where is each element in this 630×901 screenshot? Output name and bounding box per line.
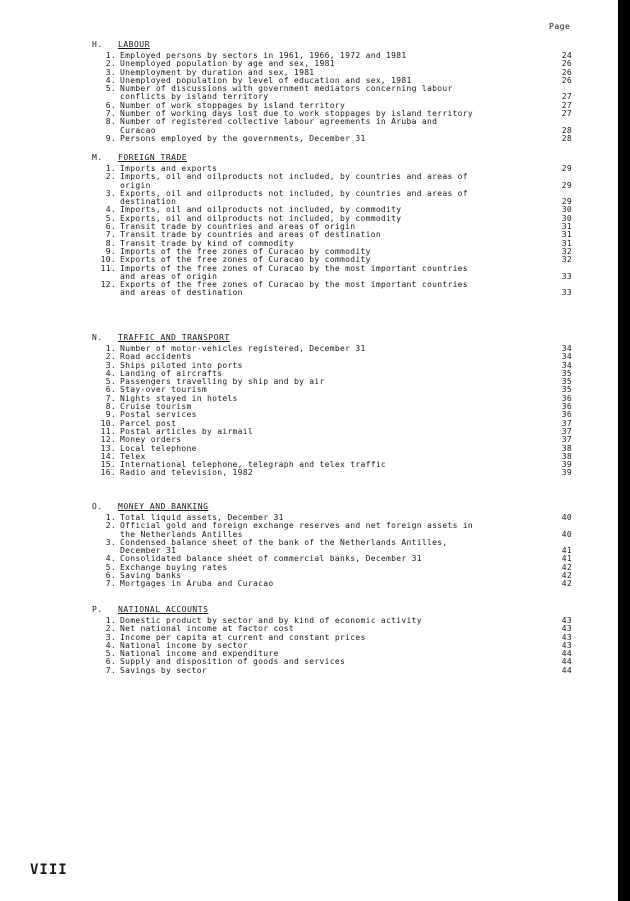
entry-title: Cruise tourism <box>120 402 192 412</box>
entry-number: 4. <box>105 205 116 215</box>
entry-number: 7. <box>105 109 116 119</box>
entry-page: 27 <box>561 100 572 110</box>
entry-title: Savings by sector <box>120 665 207 675</box>
entry-page: 33 <box>561 271 572 281</box>
toc-entry[interactable] <box>92 469 572 477</box>
entry-page: 35 <box>561 377 572 387</box>
entry-title: Money orders <box>120 435 182 445</box>
section-letter: M. <box>92 153 103 162</box>
entry-number: 10. <box>100 255 116 265</box>
entry-page: 26 <box>561 59 572 69</box>
entry-page: 26 <box>561 75 572 85</box>
page-column-header: Page <box>549 22 571 31</box>
entry-title: Telex <box>120 451 146 461</box>
entry-title: Unemployment by duration and sex, 1981 <box>120 67 315 77</box>
entry-page: 40 <box>561 529 572 539</box>
entry-number: 4. <box>105 75 116 85</box>
entry-page: 41 <box>561 546 572 556</box>
entry-number: 1. <box>105 344 116 353</box>
entry-page: 29 <box>561 180 572 190</box>
entry-title: Transit trade by countries and areas of origin <box>120 222 356 232</box>
entry-title: Number of discussions with government mediators concerning labour conflicts by island territory <box>120 84 453 102</box>
entry-page: 34 <box>561 352 572 362</box>
entry-page: 24 <box>561 51 572 60</box>
entry-number: 7. <box>105 393 116 403</box>
entry-number: 11. <box>100 426 116 436</box>
entry-number: 16. <box>100 468 116 478</box>
scan-edge <box>618 0 630 901</box>
entry-title: Local telephone <box>120 443 197 453</box>
entry-number: 3. <box>105 537 116 547</box>
entry-number: 1. <box>105 51 116 60</box>
toc-section <box>92 153 572 298</box>
entry-page: 43 <box>561 640 572 650</box>
entry-page: 30 <box>561 205 572 215</box>
entry-number: 2. <box>105 624 116 634</box>
entry-page: 31 <box>561 238 572 248</box>
entry-page: 26 <box>561 67 572 77</box>
entry-title: Parcel post <box>120 418 177 428</box>
toc-entry[interactable] <box>92 265 572 282</box>
toc-entry[interactable] <box>92 118 572 135</box>
entry-number: 12. <box>100 280 116 290</box>
entry-page: 28 <box>561 125 572 135</box>
entry-title: Persons employed by the governments, December 31 <box>120 133 366 143</box>
entry-title: Net national income at factor cost <box>120 624 294 634</box>
entry-title: Postal services <box>120 410 197 420</box>
entry-title: Transit trade by kind of commodity <box>120 238 294 248</box>
entry-number: 5. <box>105 562 116 572</box>
entry-number: 2. <box>105 521 116 531</box>
section-title: TRAFFIC AND TRANSPORT <box>118 333 230 342</box>
entry-page: 35 <box>561 368 572 378</box>
section-letter: P. <box>92 605 103 614</box>
entry-title: Imports, oil and oilproducts not included, by commodity <box>120 205 402 215</box>
entry-page: 37 <box>561 426 572 436</box>
toc-entry[interactable] <box>92 580 572 588</box>
entry-number: 8. <box>105 238 116 248</box>
entry-page: 38 <box>561 443 572 453</box>
entry-number: 1. <box>105 513 116 522</box>
entry-page: 37 <box>561 418 572 428</box>
section-title: MONEY AND BANKING <box>118 502 209 511</box>
entry-number: 6. <box>105 100 116 110</box>
entry-title: Exports of the free zones of Curacao by commodity <box>120 255 371 265</box>
entry-title: Mortgages in Aruba and Curacao <box>120 579 274 589</box>
entry-title: Exchange buying rates <box>120 562 228 572</box>
entry-page: 42 <box>561 571 572 581</box>
entry-title: Unemployed population by age and sex, 1981 <box>120 59 335 69</box>
entry-number: 6. <box>105 571 116 581</box>
entry-title: Imports of the free zones of Curacao by the most important countries and areas of origin <box>120 263 468 281</box>
entry-number: 5. <box>105 377 116 387</box>
entry-page: 27 <box>561 92 572 102</box>
entry-page: 42 <box>561 562 572 572</box>
entry-page: 37 <box>561 435 572 445</box>
section-title: FOREIGN TRADE <box>118 153 188 162</box>
entry-number: 6. <box>105 385 116 395</box>
entry-number: 15. <box>100 460 116 470</box>
entry-number: 5. <box>105 213 116 223</box>
entry-title: Official gold and foreign exchange reserves and net foreign assets in the Netherlands Antilles <box>120 521 474 539</box>
entry-page: 42 <box>561 579 572 589</box>
entry-number: 9. <box>105 410 116 420</box>
entry-title: Number of work stoppages by island territory <box>120 100 346 110</box>
entry-number: 11. <box>100 263 116 273</box>
entry-page: 43 <box>561 632 572 642</box>
section-title: LABOUR <box>118 40 150 49</box>
entry-page: 41 <box>561 554 572 564</box>
entry-title: Postal articles by airmail <box>120 426 254 436</box>
toc-entry[interactable] <box>92 85 572 102</box>
entry-number: 2. <box>105 172 116 182</box>
toc-entry[interactable] <box>92 445 572 453</box>
entry-title: National income by sector <box>120 640 248 650</box>
entry-number: 10. <box>100 418 116 428</box>
entry-title: Landing of aircrafts <box>120 368 223 378</box>
entry-number: 5. <box>105 649 116 659</box>
entry-number: 3. <box>105 67 116 77</box>
section-letter: H. <box>92 40 103 49</box>
entry-title: Total liquid assets, December 31 <box>120 513 284 522</box>
entry-page: 43 <box>561 616 572 625</box>
entry-title: National income and expenditure <box>120 649 279 659</box>
entry-number: 6. <box>105 657 116 667</box>
toc-section <box>92 333 572 478</box>
entry-page: 44 <box>561 649 572 659</box>
entry-page: 30 <box>561 213 572 223</box>
entry-page: 39 <box>561 468 572 478</box>
entry-number: 3. <box>105 188 116 198</box>
entry-number: 4. <box>105 554 116 564</box>
entry-title: Condensed balance sheet of the bank of the Netherlands Antilles, December 31 <box>120 537 448 556</box>
entry-number: 7. <box>105 230 116 240</box>
entry-number: 7. <box>105 665 116 675</box>
entry-page: 36 <box>561 410 572 420</box>
toc-entry[interactable] <box>92 190 572 207</box>
entry-page: 36 <box>561 393 572 403</box>
toc-section <box>92 605 572 675</box>
entry-page: 29 <box>561 164 572 173</box>
entry-title: Exports, oil and oilproducts not included, by commodity <box>120 213 402 223</box>
entry-title: Number of working days lost due to work stoppages by island territory <box>120 109 474 119</box>
toc-section <box>92 502 572 589</box>
entry-title: Exports, oil and oilproducts not included, by countries and areas of destination <box>120 188 468 207</box>
entry-number: 8. <box>105 402 116 412</box>
entry-number: 14. <box>100 451 116 461</box>
toc-entry[interactable] <box>92 135 572 143</box>
entry-title: Radio and television, 1982 <box>120 468 254 478</box>
entry-page: 44 <box>561 657 572 667</box>
entry-number: 2. <box>105 352 116 362</box>
entry-page: 29 <box>561 197 572 207</box>
entry-title: Exports of the free zones of Curacao by the most important countries and areas of destination <box>120 280 468 298</box>
entry-title: Passengers travelling by ship and by air <box>120 377 325 387</box>
entry-page: 43 <box>561 624 572 634</box>
section-title: NATIONAL ACCOUNTS <box>118 605 209 614</box>
entry-title: Road accidents <box>120 352 192 362</box>
entry-number: 3. <box>105 632 116 642</box>
entry-number: 4. <box>105 640 116 650</box>
entry-title: Transit trade by countries and areas of destination <box>120 230 381 240</box>
entry-number: 9. <box>105 246 116 256</box>
entry-page: 28 <box>561 133 572 143</box>
section-letter: O. <box>92 502 103 511</box>
entry-page: 39 <box>561 460 572 470</box>
entry-title: Ships piloted into ports <box>120 360 243 370</box>
entry-title: Supply and disposition of goods and services <box>120 657 346 667</box>
entry-number: 1. <box>105 164 116 173</box>
entry-page: 31 <box>561 222 572 232</box>
entry-title: Income per capita at current and constant prices <box>120 632 366 642</box>
entry-page: 34 <box>561 344 572 353</box>
entry-title: International telephone, telegraph and telex traffic <box>120 460 387 470</box>
entry-number: 9. <box>105 133 116 143</box>
entry-page: 44 <box>561 665 572 675</box>
entry-number: 8. <box>105 117 116 127</box>
entry-title: Unemployed population by level of education and sex, 1981 <box>120 75 412 85</box>
entry-title: Stay-over tourism <box>120 385 207 395</box>
entry-number: 3. <box>105 360 116 370</box>
entry-page: 33 <box>561 288 572 298</box>
entry-number: 7. <box>105 579 116 589</box>
toc-entry[interactable] <box>92 173 572 190</box>
entry-number: 5. <box>105 84 116 94</box>
entry-page: 27 <box>561 109 572 119</box>
toc-entry[interactable] <box>92 522 572 539</box>
entry-title: Employed persons by sectors in 1961, 1966, 1972 and 1981 <box>120 51 407 60</box>
toc-section <box>92 40 572 143</box>
entry-title: Consolidated balance sheet of commercial banks, December 31 <box>120 554 422 564</box>
section-letter: N. <box>92 333 103 342</box>
page-number: VIII <box>30 862 68 878</box>
entry-number: 4. <box>105 368 116 378</box>
entry-page: 32 <box>561 255 572 265</box>
entry-title: Imports and exports <box>120 164 218 173</box>
entry-title: Imports, oil and oilproducts not included, by countries and areas of origin <box>120 172 468 190</box>
entry-number: 12. <box>100 435 116 445</box>
entry-page: 36 <box>561 402 572 412</box>
entry-title: Imports of the free zones of Curacao by commodity <box>120 246 371 256</box>
entry-page: 34 <box>561 360 572 370</box>
entry-page: 40 <box>561 513 572 522</box>
entry-title: Number of registered collective labour agreements in Aruba and Curacao <box>120 117 438 135</box>
entry-number: 6. <box>105 222 116 232</box>
entry-number: 2. <box>105 59 116 69</box>
entry-number: 1. <box>105 616 116 625</box>
entry-title: Nights stayed in hotels <box>120 393 238 403</box>
entry-title: Domestic product by sector and by kind of economic activity <box>120 616 422 625</box>
entry-page: 38 <box>561 451 572 461</box>
entry-title: Number of motor-vehicles registered, December 31 <box>120 344 366 353</box>
toc-entry[interactable] <box>92 539 572 556</box>
entry-page: 31 <box>561 230 572 240</box>
entry-number: 13. <box>100 443 116 453</box>
entry-title: Saving banks <box>120 571 182 581</box>
entry-page: 32 <box>561 246 572 256</box>
toc-entry[interactable] <box>92 281 572 298</box>
toc-entry[interactable] <box>92 667 572 675</box>
entry-page: 35 <box>561 385 572 395</box>
